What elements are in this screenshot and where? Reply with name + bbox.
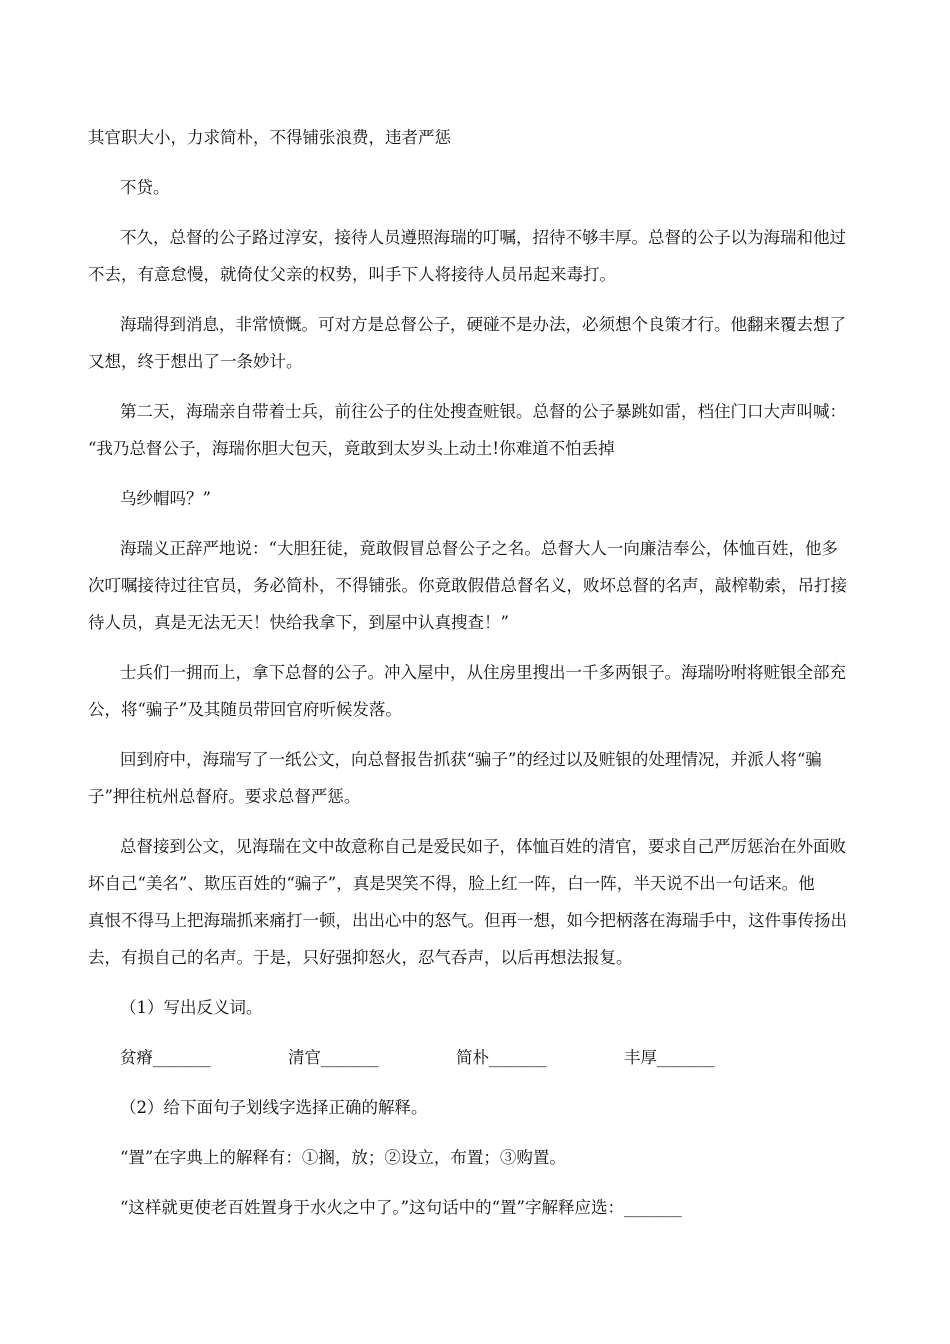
paragraph-line: 真恨不得马上把海瑞抓来痛打一顿，出出心中的怒气。但再一想，如今把柄落在海瑞手中，这件事传扬出 <box>88 911 847 930</box>
paragraph-line: 又想，终于想出了一条妙计。 <box>88 352 303 371</box>
paragraph-line: 公，将“骗子”及其随员带回官府听候发落。 <box>88 700 402 719</box>
paragraph-line: 不久，总督的公子路过淳安，接待人员遵照海瑞的叮嘱，招待不够丰厚。总督的公子以为海瑞和他过 <box>120 228 846 247</box>
paragraph-line: 回到府中，海瑞写了一纸公文，向总督报告抓获“骗子”的经过以及赃银的处理情况，并派人将“骗 <box>120 750 822 769</box>
antonym-blank[interactable]: 简朴_______ <box>456 1048 547 1067</box>
question-2-sentence[interactable]: “这样就更使老百姓置身于水火之中了。”这句话中的“置”字解释应选：_______ <box>120 1198 682 1217</box>
paragraph-line: 待人员，真是无法无天！快给我拿下，到屋中认真搜查！” <box>88 613 509 632</box>
paragraph-line: 坏自己“美名”、欺压百姓的“骗子”，真是哭笑不得，脸上红一阵，白一阵，半天说不出一句话来。他 <box>88 874 815 893</box>
paragraph-line: “我乃总督公子，海瑞你胆大包天，竟敢到太岁头上动土!你难道不怕丢掉 <box>88 439 615 458</box>
question-1-prompt: （1）写出反义词。 <box>120 998 263 1017</box>
question-2-prompt: （2）给下面句子划线字选择正确的解释。 <box>120 1098 428 1117</box>
paragraph-line: 海瑞义正辞严地说：“大胆狂徒，竟敢假冒总督公子之名。总督大人一向廉洁奉公，体恤百姓，他多 <box>120 539 838 558</box>
paragraph-line: 士兵们一拥而上，拿下总督的公子。冲入屋中，从住房里搜出一千多两银子。海瑞吩咐将赃银全部充 <box>120 663 846 682</box>
paragraph-line: 子”押往杭州总督府。要求总督严惩。 <box>88 787 361 806</box>
paragraph-line: 第二天，海瑞亲自带着士兵，前往公子的住处搜查赃银。总督的公子暴跳如雷，档住门口大声叫喊： <box>120 402 846 421</box>
antonym-blank[interactable]: 清官_______ <box>288 1048 379 1067</box>
paragraph-line: 其官职大小，力求简朴，不得铺张浪费，违者严惩 <box>88 128 451 147</box>
paragraph-line: 次叮嘱接待过往官员，务必简朴，不得铺张。你竟敢假借总督名义，败坏总督的名声，敲榨勒索，吊打接 <box>88 576 847 595</box>
antonym-blank[interactable]: 丰厚_______ <box>624 1048 715 1067</box>
paragraph-line: 不贷。 <box>120 178 170 197</box>
paragraph-line: 海瑞得到消息，非常愤慨。可对方是总督公子，硬碰不是办法，必须想个良策才行。他翻来覆去想了 <box>120 315 846 334</box>
antonym-row <box>120 1047 715 1069</box>
definition-line: “置”在字典上的解释有：①搁，放；②设立，布置；③购置。 <box>120 1148 566 1167</box>
paragraph-line: 乌纱帽吗？” <box>120 489 211 508</box>
paragraph-line: 去，有损自己的名声。于是，只好强抑怒火，忍气吞声，以后再想法报复。 <box>88 948 633 967</box>
paragraph-line: 不去，有意怠慢，就倚仗父亲的权势，叫手下人将接待人员吊起来毒打。 <box>88 265 616 284</box>
antonym-blank[interactable]: 贫瘠_______ <box>120 1048 211 1067</box>
paragraph-line: 总督接到公文，见海瑞在文中故意称自己是爱民如子，体恤百姓的清官，要求自己严厉惩治在外面败 <box>120 837 846 856</box>
